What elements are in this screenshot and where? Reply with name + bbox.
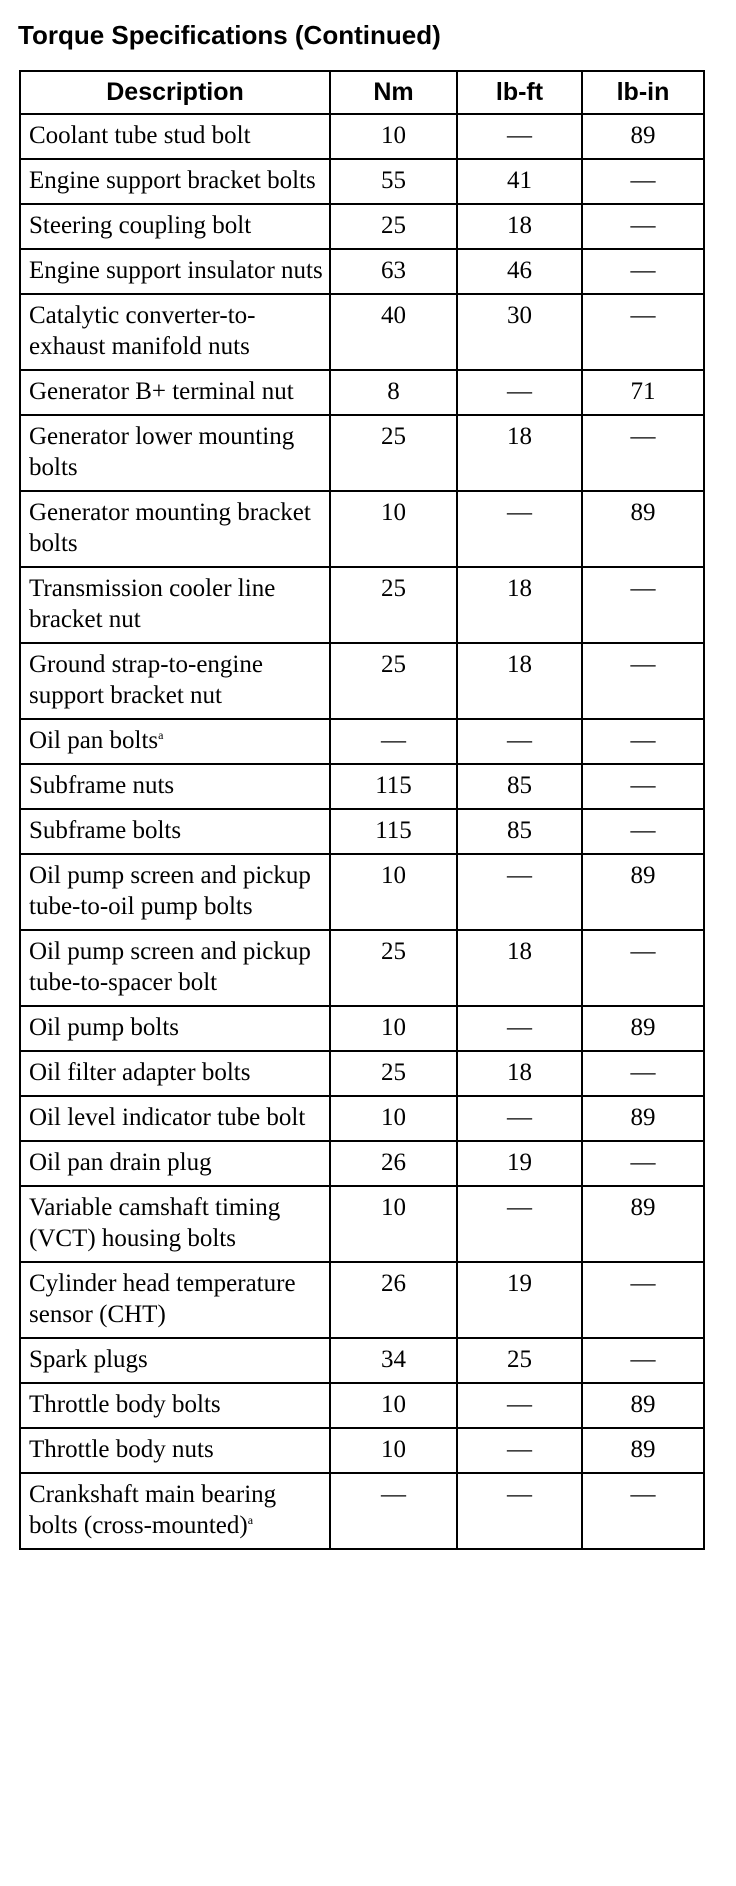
cell-lbft: — <box>457 1096 582 1141</box>
cell-description <box>20 1141 330 1186</box>
column-header-lbft: lb-ft <box>457 71 582 114</box>
cell-lbin: — <box>582 1338 704 1383</box>
cell-lbft: 19 <box>457 1141 582 1186</box>
description-text: Catalytic converter-to-exhaust manifold nuts <box>29 302 256 360</box>
cell-lbin: — <box>582 1141 704 1186</box>
cell-description <box>20 159 330 204</box>
cell-lbft: — <box>457 1428 582 1473</box>
cell-nm: 25 <box>330 567 457 643</box>
table-row <box>20 809 704 854</box>
description-text: Generator B+ terminal nut <box>29 378 294 405</box>
cell-description <box>20 854 330 930</box>
cell-lbin: — <box>582 764 704 809</box>
torque-spec-table <box>19 70 705 1550</box>
cell-nm: 25 <box>330 930 457 1006</box>
description-text: Coolant tube stud bolt <box>29 122 251 149</box>
description-text: Generator lower mounting bolts <box>29 423 295 481</box>
cell-lbft: 18 <box>457 1051 582 1096</box>
cell-lbin: — <box>582 204 704 249</box>
cell-lbin: — <box>582 159 704 204</box>
cell-description <box>20 567 330 643</box>
column-header-description: Description <box>20 71 330 114</box>
description-text: Engine support bracket bolts <box>29 167 316 194</box>
cell-lbin: — <box>582 1473 704 1549</box>
table-row <box>20 719 704 764</box>
cell-description <box>20 1186 330 1262</box>
cell-lbft: 18 <box>457 930 582 1006</box>
cell-lbin: 89 <box>582 1096 704 1141</box>
table-row <box>20 1141 704 1186</box>
cell-description <box>20 249 330 294</box>
footnote-marker: a <box>247 1513 254 1527</box>
cell-description <box>20 764 330 809</box>
cell-nm: 8 <box>330 370 457 415</box>
description-text: Throttle body nuts <box>29 1436 214 1463</box>
cell-lbft: — <box>457 719 582 764</box>
description-text: Oil pan drain plug <box>29 1149 212 1176</box>
table-row <box>20 1473 704 1549</box>
cell-description <box>20 1473 330 1549</box>
cell-nm: 63 <box>330 249 457 294</box>
cell-nm: — <box>330 719 457 764</box>
cell-description <box>20 719 330 764</box>
cell-nm: 26 <box>330 1262 457 1338</box>
table-row <box>20 1428 704 1473</box>
cell-description <box>20 1338 330 1383</box>
cell-nm: 10 <box>330 1428 457 1473</box>
cell-lbin: — <box>582 567 704 643</box>
cell-lbin: — <box>582 249 704 294</box>
cell-lbft: 18 <box>457 415 582 491</box>
cell-description <box>20 1006 330 1051</box>
cell-lbin: 89 <box>582 491 704 567</box>
cell-nm: 10 <box>330 1383 457 1428</box>
cell-lbft: 19 <box>457 1262 582 1338</box>
cell-lbin: — <box>582 719 704 764</box>
column-header-lbin: lb-in <box>582 71 704 114</box>
cell-nm: 10 <box>330 1006 457 1051</box>
cell-nm: 10 <box>330 854 457 930</box>
table-row <box>20 114 704 159</box>
description-text: Crankshaft main bearing bolts (cross-mounted) <box>29 1481 277 1539</box>
table-row <box>20 491 704 567</box>
cell-lbin: — <box>582 415 704 491</box>
cell-description <box>20 643 330 719</box>
table-row <box>20 1338 704 1383</box>
table-row <box>20 854 704 930</box>
table-row <box>20 1096 704 1141</box>
cell-nm: 25 <box>330 643 457 719</box>
table-header-row <box>20 71 704 114</box>
description-text: Steering coupling bolt <box>29 212 252 239</box>
cell-lbin: 89 <box>582 1428 704 1473</box>
cell-lbft: 25 <box>457 1338 582 1383</box>
cell-lbft: — <box>457 491 582 567</box>
description-text: Generator mounting bracket bolts <box>29 499 311 557</box>
cell-description <box>20 491 330 567</box>
table-row <box>20 930 704 1006</box>
cell-lbin: 89 <box>582 1383 704 1428</box>
cell-description <box>20 1383 330 1428</box>
table-row <box>20 1051 704 1096</box>
cell-lbft: — <box>457 114 582 159</box>
cell-lbin: — <box>582 1051 704 1096</box>
cell-lbft: — <box>457 1383 582 1428</box>
description-text: Cylinder head temperature sensor (CHT) <box>29 1270 296 1328</box>
cell-lbft: — <box>457 854 582 930</box>
description-text: Oil pump bolts <box>29 1014 180 1041</box>
table-row <box>20 1262 704 1338</box>
table-body <box>20 114 704 1549</box>
cell-lbft: 41 <box>457 159 582 204</box>
cell-lbft: 85 <box>457 809 582 854</box>
table-row <box>20 1383 704 1428</box>
table-row <box>20 159 704 204</box>
cell-nm: 55 <box>330 159 457 204</box>
cell-lbft: 18 <box>457 567 582 643</box>
cell-lbin: 71 <box>582 370 704 415</box>
description-text: Ground strap-to-engine support bracket nut <box>29 651 263 709</box>
cell-lbft: — <box>457 1186 582 1262</box>
cell-lbin: 89 <box>582 854 704 930</box>
description-text: Subframe bolts <box>29 817 182 844</box>
cell-lbin: — <box>582 1262 704 1338</box>
cell-description <box>20 930 330 1006</box>
table-row <box>20 204 704 249</box>
description-text: Engine support insulator nuts <box>29 257 323 284</box>
cell-lbft: 18 <box>457 204 582 249</box>
cell-nm: 25 <box>330 204 457 249</box>
description-text: Transmission cooler line bracket nut <box>29 575 276 633</box>
table-row <box>20 415 704 491</box>
cell-lbft: 30 <box>457 294 582 370</box>
cell-description <box>20 1096 330 1141</box>
footnote-marker: a <box>158 728 164 742</box>
cell-lbin: — <box>582 930 704 1006</box>
cell-nm: 10 <box>330 1186 457 1262</box>
cell-description <box>20 809 330 854</box>
cell-description <box>20 204 330 249</box>
description-text: Oil pump screen and pickup tube-to-spacer bolt <box>29 938 311 996</box>
description-text: Oil pump screen and pickup tube-to-oil pump bolts <box>29 862 311 920</box>
cell-nm: 25 <box>330 415 457 491</box>
table-row <box>20 370 704 415</box>
cell-lbft: — <box>457 370 582 415</box>
description-text: Oil level indicator tube bolt <box>29 1104 306 1131</box>
cell-description <box>20 1428 330 1473</box>
page-title: Torque Specifications (Continued) <box>18 20 441 50</box>
table-row <box>20 643 704 719</box>
cell-lbin: 89 <box>582 1186 704 1262</box>
table-row <box>20 764 704 809</box>
cell-lbin: 89 <box>582 114 704 159</box>
table-row <box>20 294 704 370</box>
cell-lbft: — <box>457 1006 582 1051</box>
cell-nm: 10 <box>330 114 457 159</box>
description-text: Oil pan bolts <box>29 727 159 754</box>
table-row <box>20 1006 704 1051</box>
cell-lbft: — <box>457 1473 582 1549</box>
table-row <box>20 567 704 643</box>
cell-nm: — <box>330 1473 457 1549</box>
description-text: Oil filter adapter bolts <box>29 1059 251 1086</box>
table-row <box>20 1186 704 1262</box>
cell-nm: 115 <box>330 809 457 854</box>
description-text: Subframe nuts <box>29 772 175 799</box>
cell-nm: 10 <box>330 1096 457 1141</box>
cell-description <box>20 294 330 370</box>
cell-description <box>20 415 330 491</box>
cell-nm: 115 <box>330 764 457 809</box>
description-text: Spark plugs <box>29 1346 148 1373</box>
cell-nm: 34 <box>330 1338 457 1383</box>
cell-nm: 40 <box>330 294 457 370</box>
cell-lbft: 46 <box>457 249 582 294</box>
cell-nm: 10 <box>330 491 457 567</box>
cell-lbin: — <box>582 294 704 370</box>
cell-lbin: — <box>582 809 704 854</box>
description-text: Variable camshaft timing (VCT) housing bolts <box>29 1194 281 1252</box>
cell-lbin: — <box>582 643 704 719</box>
cell-lbin: 89 <box>582 1006 704 1051</box>
cell-description <box>20 1262 330 1338</box>
table-row <box>20 249 704 294</box>
cell-description <box>20 114 330 159</box>
cell-lbft: 85 <box>457 764 582 809</box>
description-text: Throttle body bolts <box>29 1391 221 1418</box>
cell-description <box>20 370 330 415</box>
cell-lbft: 18 <box>457 643 582 719</box>
cell-description <box>20 1051 330 1096</box>
cell-nm: 25 <box>330 1051 457 1096</box>
column-header-nm: Nm <box>330 71 457 114</box>
cell-nm: 26 <box>330 1141 457 1186</box>
